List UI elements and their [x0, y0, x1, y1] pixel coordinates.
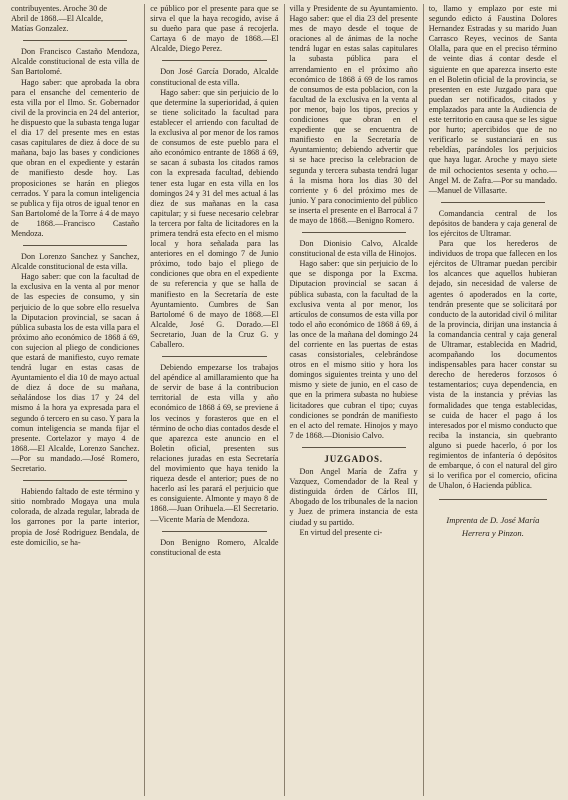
notice-hinojos [290, 239, 418, 441]
notice-cartaya-end [150, 4, 278, 54]
divider [162, 356, 266, 357]
notice-heading: Don Dionisio Calvo, Alcalde constitucional de esta villa de Hinojos. [289, 239, 418, 259]
column-2 [144, 4, 283, 796]
divider [441, 202, 545, 203]
notice-body: Hago saber: que sin perjuicio de lo que se disponga por la Excma. Diputacion provincial se sacan á pública subasta, con la facultad de la exclusiva venta al por menor, los artículos de consumos de esta villa por todo el año económico de 1868 á 69, á las once de la mañana del domingo 24 del corriente en las puertas de estas casas consistoriales, celebrándose otros en el mismo sitio y hora los domingos siguientes treinta y uno del mismo y siete de junio, en el caso de que en la primera subasta no hubiese licitadores que cubran el tipo; cuyas condiciones se pondrán de manifiesto en el acto del remate. Hinojos y mayo 7 de 1868.—Dionisio Calvo. [289, 259, 418, 440]
notice-body: ce público por el presente para que se sirva el que la haya recogido, avise á su dueño para que pase á recojerla. Cartaya 6 de mayo de 1868.—El Alcalde, Diego Perez. [150, 4, 279, 54]
notice-heading: Don Benigno Romero, Alcalde constitucional de esta [150, 537, 279, 557]
column-4 [423, 4, 562, 796]
notice-body: villa y Presidente de su Ayuntamiento. Hago saber: que el dia 23 del presente mes de mayo desde el toque de oraciones al de ánimas de la noche tendrá lugar en estas salas capitulares la subasta pública para el arrendamiento en el próximo año económico de 1868 á 69 de los ramos de consumos de esta poblacion, con la facultad de la exclusiva en la venta al por menor, bajo los tipos, precios y condiciones que obran en el expediente que se encuentra de manifiesto en la Secretaría de Ayuntamiento; debiendo advertir que si se hace preciso la celebracion de segunda y tercera subasta tendrá lugar á la misma hora los dias 30 del corriente y 6 del próximo mes de junio. Y para conocimiento del público se inserta el presente en el Barrocal á 7 de mayo de 1868.—Benigno Romero. [289, 4, 418, 225]
notice-almonte [150, 363, 278, 525]
text-line: Matías Gonzalez. [11, 24, 69, 34]
notice-body: Hago saber: que aprobada la obra para el ensanche del cementerio de esta villa por el Ilmo. Sr. Gobernador civil de la provincia en 24 del anterior, he dispuesto que la subasta tenga lugar el dia 17 del presente mes en estas casas capitulares de diez á doce de su mañana, bajo las bases y condiciones que obran en el expediente y estarán de manifiesto desde hoy. Las proposiciones se harán en pliegos cerrados. Y para la comun inteligencia se publica y fija otros de igual tenor en San Bartolomé de la Torre á 4 de mayo de 1868.—Francisco Castaño Mendoza. [11, 77, 140, 238]
notice-heading: Don Lorenzo Sanchez y Sanchez, Alcalde constitucional de esta villa. [11, 252, 140, 272]
divider [23, 245, 127, 246]
notice-comandancia [429, 209, 557, 492]
notice-san-bartolome [11, 47, 139, 239]
notice-heading: Don José García Dorado, Alcalde constitucional de esta villa. [150, 67, 279, 87]
divider [302, 447, 406, 448]
notice-body: En virtud del presente ci- [299, 527, 383, 537]
section-title-juzgados: JUZGADOS. [324, 453, 383, 464]
notice-cortelazor [11, 252, 139, 474]
notice-barrocal-start [150, 538, 278, 558]
imprint-line: Herrera y Pinzon. [461, 528, 524, 539]
notice-barrocal-end [290, 4, 418, 226]
notice-heading: Comandancia central de los depósitos de bandera y caja general de los ejércitos de Ultramar. [428, 208, 557, 238]
notice-heading: Don Francisco Castaño Mendoza, Alcalde constitucional de esta villa de San Bartolomé. [11, 47, 140, 77]
notice-body: Hago saber: que sin perjuicio de lo que determine la superioridad, á quien se tiene solicitado la facultad para establecer el arriendo con facultad de la exclusiva al por menor de los ramos de consumos de este pueblo para el año económico entrante de 1868 á 69, se sacan á subasta los citados ramos con la expresada facultad, debiendo tener esta lugar en esta villa en los domingos 24 y 31 del mes actual á las diez de sus mañanas en la casa capitular; y si fuese necesario celebrar la tercera por falta de licitadores en la primera tendrá esta efecto en el mismo local y hora señalada para las anteriores en el domingo 7 de Junio próximo, todo bajo el pliego de condiciones que obra en el expediente de su referencia y que se halla de manifiesto en la Secretaría de este Ayuntamiento. Cumbres de San Bartolomé 6 de mayo de 1868.—El Alcalde, José G. Dorado.—El Secretario, Juan de la Cruz G. y Caballero. [150, 87, 279, 349]
notice-juzgado-end [429, 4, 557, 196]
notice-body: Debiendo empezarse los trabajos del apéndice al amillaramiento que ha de servir de base á la contribucion territorial de esta villa y año económico de 1868 á 69, se previene á los vecinos y forasteros que en el término de ocho dias contados desde el que aparezca este anuncio en el Boletin oficial, presenten sus relaciones juradas en esta Secretaría del movimiento que haya tenido la riqueza desde el anterior; pues de no hacerlo así les parará el perjuicio que es consiguiente. Almonte y mayo 8 de 1868.—Juan Orihuela.—El Secretario.—Vicente María de Mendoza. [150, 363, 279, 524]
divider [162, 60, 266, 61]
column-3 [284, 4, 423, 796]
newspaper-page [6, 4, 562, 796]
imprint-line: Imprenta de D. José María [446, 515, 540, 526]
text-line: contribuyentes. Aroche 30 de [11, 4, 107, 13]
notice-body: Habiendo faltado de este término y sitio nombrado Mogaya una mula colorada, de alzada regular, labrada de los garrones por la parte interior, propia de José Rodriguez Bendala, de este domicilio, se ha- [11, 487, 140, 547]
notice-body: Para que los herederos de individuos de tropa que fallecen en los ejércitos de Ultramar puedan percibir los alcances que aquellos hubieran dejado, sin necesidad de valerse de agentes ó apoderados en la corte, tendrán presente que se solicitará por conducto de la autoridad civil ó militar de la provincia, dirijan una instancia á la comandancia central y caja general de Ultramar, establecida en Madrid, acompañando los documentos indispensables para hacer constar su derecho de herederos forzosos ó testamentarios; cuya dependencia, en vista de la instancia y prévias las formalidades que tenga establecidas, se cuida de hacer el pago á los interesados por el mismo conducto que reciba la instancia, sin quebranto alguno si puede hacerlo, ó por los regimientos de infantería ó depósitos de embarque, ó con el natural del giro si lo verifica por el comercio, oficina de Uhalon, ó Hacienda pública. [428, 239, 557, 491]
divider [23, 480, 127, 481]
notice-heading: Don Angel María de Zafra y Vazquez, Comendador de la Real y distinguida órden de Cárlos III, Abogado de los tribunales de la nacion y Juez de primera instancia de esta ciudad y su partido. [289, 467, 418, 527]
notice-cumbres [150, 67, 278, 350]
notice-body: Hago saber: que con la facultad de la exclusiva en la venta al por menor de las especies de consumo, y sin perjuicio de lo que sobre ello resuelva la Diputacion provincial, se sacan á pública subasta los de esta villa para el próximo año económico de 1868 á 69, con sujecion al pliego de condiciones que estará de manifiesto, cuyo remate tendrá lugar en estas casas de Ayuntamiento el dia 10 de mayo actual de diez á doce de su mañana, señalándose los dias 17 y 24 del mismo á la hora ya expresada para el segundo ó tercero en su caso. Y para la comun inteligencia se manda fijar el presente. Cortelazor y mayo 4 de 1868.—El Alcalde, Lorenzo Sanchez.—Por su mandado.—José Romero, Secretario. [11, 272, 140, 474]
text-line: Abril de 1868.—El Alcalde, [11, 14, 104, 24]
column-1 [6, 4, 144, 796]
notice-body: to, llamo y emplazo por este mi segundo edicto á Faustina Dolores Hernandez Estradas y su marido Juan Carrasco Reyes, vecinos de Santa Olalla, para que en el preciso término de veinte dias á contar desde el siguiente en que aparezca inserto este en el Boletin oficial de la provincia, se presenten en este Juzgado para que puedan ser notificados, citados y emplazados para ante la Audiencia de este territorio en causa que se les sigue por hurto; apercibidos que de no verificarlo se sustanciará en sus rebeldías, parándoles los perjuicios que haya lugar. Aroche y mayo siete de mil ochocientos sesenta y ocho.—Angel M. de Zafra.—Por su mandado.—Manuel de Villasarte. [428, 4, 557, 195]
divider [439, 499, 547, 500]
divider [23, 40, 127, 41]
notice-aroche-end [11, 4, 139, 34]
divider [302, 232, 406, 233]
printer-imprint [429, 514, 557, 540]
divider [162, 531, 266, 532]
notice-juzgado [290, 467, 418, 538]
notice-lost-mule [11, 487, 139, 548]
